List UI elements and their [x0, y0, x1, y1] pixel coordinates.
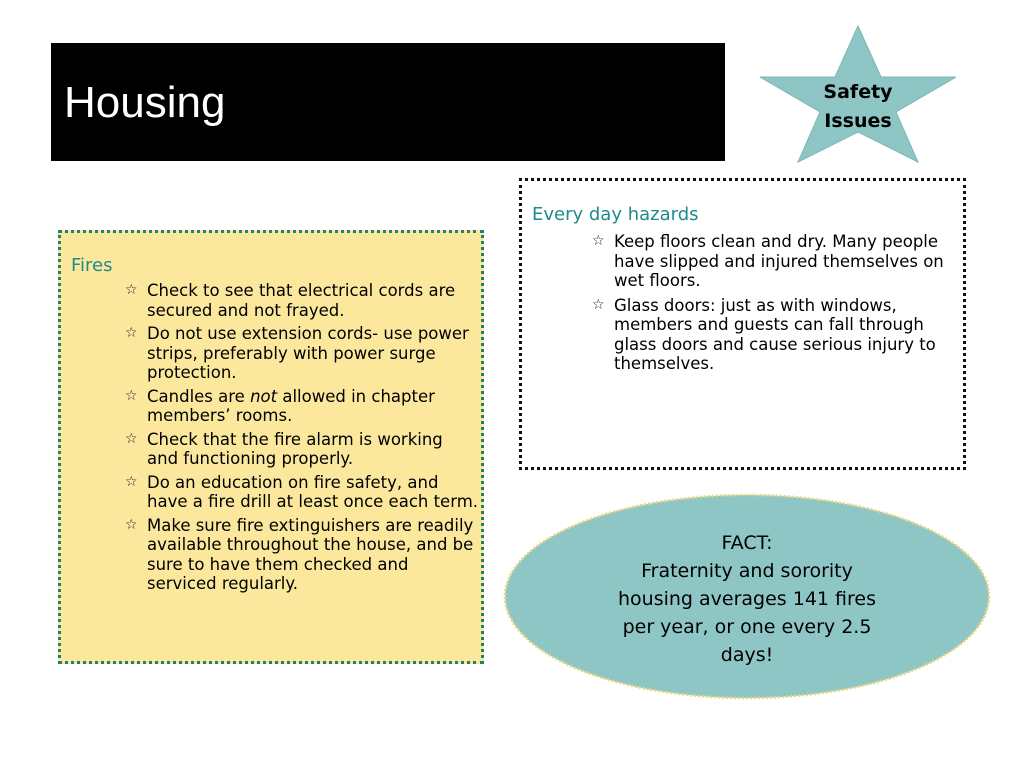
list-item-text-prefix: Candles are	[147, 386, 251, 406]
list-item	[125, 324, 479, 383]
fact-label: FACT:	[721, 532, 773, 554]
fact-text	[587, 529, 907, 669]
fact-line-1: Fraternity and sorority	[641, 560, 853, 582]
fact-callout	[503, 493, 991, 700]
badge-line-1: Safety	[823, 81, 893, 103]
list-item	[125, 281, 479, 320]
list-item	[592, 295, 950, 374]
star-outline-icon: ☆	[125, 473, 138, 490]
safety-issues-badge	[760, 24, 956, 164]
title-bar	[51, 43, 725, 161]
fact-line-4: days!	[720, 644, 774, 666]
fires-list	[125, 281, 479, 598]
list-item-text: Check that the fire alarm is working and functioning properly.	[147, 429, 443, 468]
list-item	[592, 232, 950, 291]
star-outline-icon: ☆	[125, 387, 138, 404]
list-item-text-suffix: allowed in chapter members’ rooms.	[147, 386, 435, 425]
hazards-heading: Every day hazards	[532, 204, 699, 225]
list-item	[125, 386, 479, 426]
fires-heading: Fires	[71, 255, 113, 276]
star-outline-icon: ☆	[592, 233, 605, 249]
badge-line-2: Issues	[824, 110, 892, 132]
hazards-list	[592, 232, 950, 379]
list-item-text: Glass doors: just as with windows, members and guests can fall through glass doors and cause serious injury to themselves.	[614, 295, 936, 373]
fact-line-2: housing averages 141 fires	[617, 588, 876, 610]
list-item-text: Do an education on fire safety, and have a fire drill at least once each term.	[147, 472, 479, 511]
fact-line-3: per year, or one every 2.5	[622, 616, 872, 638]
list-item	[125, 472, 479, 512]
hazards-panel	[519, 178, 966, 470]
list-item-emphasis: not	[250, 386, 278, 406]
list-item	[125, 429, 479, 469]
list-item-text: Check to see that electrical cords are secured and not frayed.	[147, 281, 456, 320]
badge-label	[760, 78, 956, 136]
list-item	[125, 515, 479, 594]
fires-panel	[58, 230, 484, 664]
star-outline-icon: ☆	[125, 325, 138, 341]
list-item-text: Make sure fire extinguishers are readily available throughout the house, and be sure to have them checked and serviced regularly.	[147, 515, 474, 593]
star-outline-icon: ☆	[592, 296, 605, 313]
list-item-text: Do not use extension cords- use power strips, preferably with power surge protection.	[147, 324, 469, 382]
star-outline-icon: ☆	[125, 430, 138, 447]
list-item-text: Keep floors clean and dry. Many people have slipped and injured themselves on wet floors.	[614, 232, 944, 290]
star-outline-icon: ☆	[125, 282, 138, 298]
star-outline-icon: ☆	[125, 516, 138, 533]
slide-title: Housing	[64, 78, 226, 127]
